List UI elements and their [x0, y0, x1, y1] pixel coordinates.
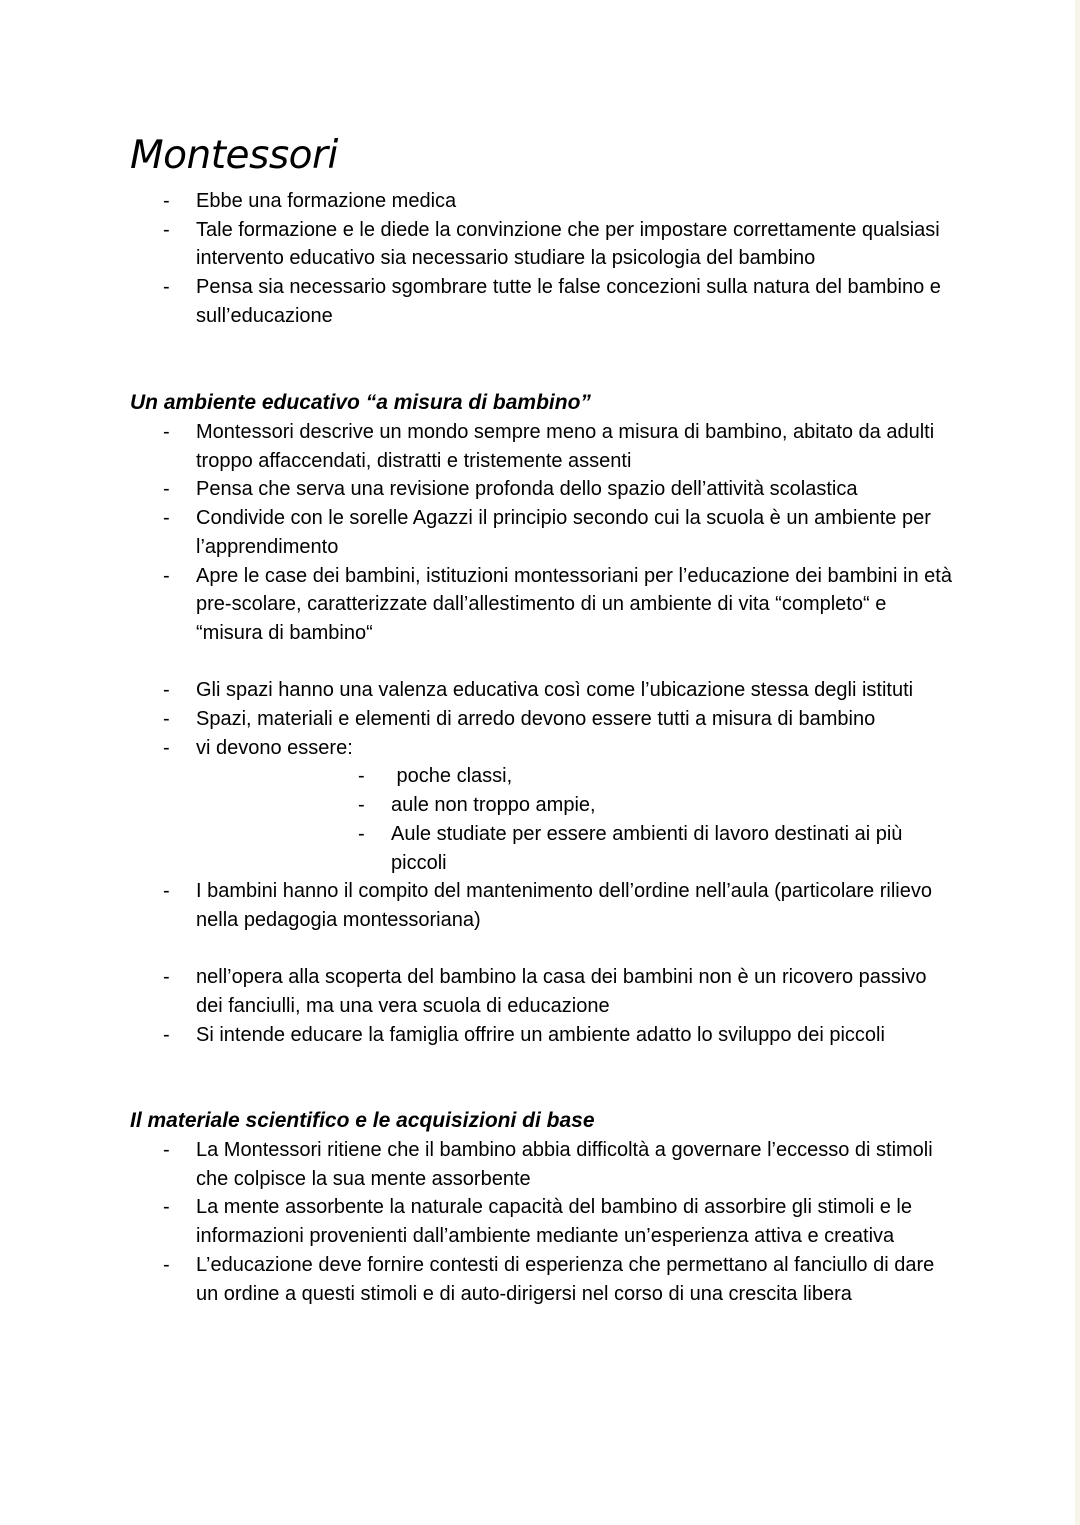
list-item-text: Pensa sia necessario sgombrare tutte le false concezioni sulla natura del bambino e sull’educazione [196, 276, 941, 327]
list-item [0, 475, 956, 504]
sub-list-item [0, 791, 956, 820]
bullet-dash: - [163, 564, 170, 587]
bullet-dash: - [163, 421, 170, 443]
section2-list [0, 1136, 956, 1308]
bullet-dash: - [163, 1196, 170, 1219]
list-item [0, 963, 956, 1020]
section-heading-ambiente: Un ambiente educativo “a misura di bambino” [130, 391, 591, 414]
page-title: Montessori [130, 133, 338, 178]
intro-list [0, 187, 956, 331]
bullet-dash: - [358, 765, 365, 788]
list-item [0, 705, 956, 734]
list-item [0, 676, 956, 705]
list-item [0, 1193, 956, 1250]
bullet-dash: - [163, 507, 170, 530]
bullet-dash: - [163, 276, 170, 299]
section-heading-materiale: Il materiale scientifico e le acquisizioni di base [130, 1109, 595, 1132]
bullet-dash: - [163, 736, 170, 759]
list-item-text: Ebbe una formazione medica [196, 190, 457, 212]
list-item [0, 877, 956, 934]
sub-list-item [0, 762, 956, 791]
list-item-text: Si intende educare la famiglia offrire un ambiente adatto lo sviluppo dei piccoli [196, 1023, 885, 1046]
list-item-text: Gli spazi hanno una valenza educativa così come l’ubicazione stessa degli istituti [196, 679, 914, 702]
bullet-dash: - [163, 880, 170, 903]
list-item [0, 1251, 956, 1308]
bullet-dash: - [163, 966, 170, 989]
bullet-dash: - [163, 1023, 170, 1046]
bullet-dash: - [163, 1139, 170, 1161]
bullet-dash: - [358, 794, 365, 817]
list-item-text: Condivide con le sorelle Agazzi il principio secondo cui la scuola è un ambiente per l’apprendimento [196, 507, 931, 558]
sub-list-item [0, 820, 956, 877]
list-item [0, 504, 956, 561]
bullet-dash: - [163, 679, 170, 702]
list-item [0, 273, 956, 330]
list-item-text: vi devono essere: [196, 736, 353, 759]
list-item-text: L’educazione deve fornire contesti di esperienza che permettano al fanciullo di dare un ordine a questi stimoli e di auto-dirigersi nel corso di una crescita libera [196, 1253, 935, 1305]
list-item-text: La mente assorbente la naturale capacità del bambino di assorbire gli stimoli e le informazioni provenienti dall’ambiente mediante un’esperienza attiva e creativa [196, 1196, 912, 1248]
list-item [0, 562, 956, 648]
list-item [0, 216, 956, 273]
list-item-text: aule non troppo ampie, [391, 794, 596, 817]
list-item-text: I bambini hanno il compito del mantenimento dell’ordine nell’aula (particolare rilievo nella pedagogia montessoriana) [196, 880, 932, 931]
list-item-text: La Montessori ritiene che il bambino abbia difficoltà a governare l’eccesso di stimoli che colpisce la sua mente assorbente [196, 1139, 933, 1190]
bullet-dash: - [163, 478, 170, 501]
bullet-dash: - [163, 218, 170, 241]
bullet-dash: - [358, 822, 365, 845]
list-item-text: nell’opera alla scoperta del bambino la casa dei bambini non è un ricovero passivo dei fanciulli, ma una vera scuola di educazione [196, 966, 927, 1018]
bullet-dash: - [163, 190, 170, 212]
list-item [0, 187, 956, 216]
bullet-dash: - [163, 1253, 170, 1276]
list-item [0, 1021, 956, 1050]
bullet-dash: - [163, 708, 170, 731]
section1-list [0, 418, 956, 1049]
list-item [0, 1136, 956, 1193]
list-item-text: Montessori descrive un mondo sempre meno a misura di bambino, abitato da adulti troppo affaccendati, distratti e tristemente assenti [196, 421, 935, 472]
list-item-text: Spazi, materiali e elementi di arredo devono essere tutti a misura di bambino [196, 708, 876, 731]
list-item [0, 418, 956, 475]
list-item-text: Apre le case dei bambini, istituzioni montessoriani per l’educazione dei bambini in età pre-scolare, caratterizzate dall’allestimento di un ambiente di vita “completo“ e “misura di bambino“ [196, 564, 952, 644]
list-item-text: Pensa che serva una revisione profonda dello spazio dell’attività scolastica [196, 478, 858, 501]
list-item-text: poche classi, [391, 765, 513, 788]
page-edge [1075, 0, 1080, 1525]
list-item-text: Tale formazione e le diede la convinzione che per impostare correttamente qualsiasi intervento educativo sia necessario studiare la psicologia del bambino [196, 218, 940, 270]
list-item-text: Aule studiate per essere ambienti di lavoro destinati ai più piccoli [391, 822, 903, 874]
list-item [0, 734, 956, 763]
